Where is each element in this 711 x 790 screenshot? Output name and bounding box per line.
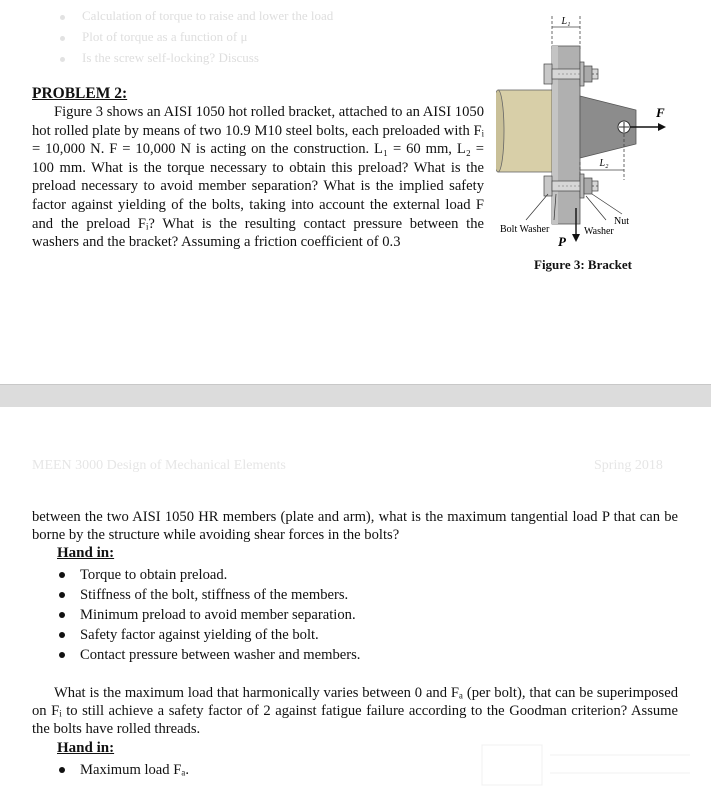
- problem-text: Figure 3 shows an AISI 1050 hot rolled bracket, attached to an AISI 1050 hot rolled plate by means of two 10.9 M10 steel bolts, each preloaded with Fᵢ = 10,000 N. F = 10,000 N is acting on the construction. L₁ = 60 mm, L₂ = 100 mm. What is the torque necessary to obtain this preload? What is the preload necessary to avoid member separation? What is the implied safety factor against yielding of the bolts, taking into account the external load F and the preload Fᵢ? What is the resulting contact pressure between the washers and the bracket? Assuming a friction coefficient of 0.3: [32, 104, 484, 251]
- list-item: [58, 625, 360, 645]
- faded-scribble: [480, 735, 700, 790]
- hand-in-list: [58, 760, 189, 780]
- bullet-icon: [59, 632, 65, 638]
- leader-line: [526, 194, 548, 220]
- list-item: [58, 565, 360, 585]
- hand-in-heading: Hand in:: [57, 740, 115, 756]
- bracket-figure: [496, 10, 696, 260]
- p-label: P: [558, 234, 566, 249]
- question-paragraph: What is the maximum load that harmonically varies between 0 and Fₐ (per bolt), that can be superimposed on Fᵢ to still achieve a safety factor of 2 against fatigue failure according to the Goodman criterion? Assume the bolts have rolled threads.: [32, 685, 678, 737]
- washer-label: Washer: [584, 226, 614, 237]
- faded-bullet-text: Calculation of torque to raise and lower the load: [82, 8, 334, 23]
- list-item: [58, 760, 189, 780]
- problem-title: PROBLEM 2:: [32, 85, 128, 102]
- page-header-right: Spring 2018: [594, 458, 663, 473]
- tangential-load-arrowhead: [572, 234, 580, 242]
- list-item: [58, 605, 360, 625]
- hand-in-heading: Hand in:: [57, 545, 115, 561]
- nut-label: Nut: [614, 216, 629, 227]
- list-item-text: Safety factor against yielding of the bolt.: [80, 627, 319, 643]
- faded-bullet: [60, 36, 65, 41]
- bolt-washer-label: Bolt Washer: [500, 224, 550, 235]
- faded-bullet-text: Is the screw self-locking? Discuss: [82, 50, 259, 65]
- f-label: F: [656, 105, 665, 120]
- list-item-text: Stiffness of the bolt, stiffness of the members.: [80, 587, 349, 603]
- page-top: [0, 0, 711, 384]
- hand-in-list: [58, 565, 360, 665]
- bullet-icon: [59, 572, 65, 578]
- bracket-block: [498, 90, 558, 172]
- leader-line: [586, 196, 606, 220]
- bullet-icon: [59, 652, 65, 658]
- continuation-paragraph: between the two AISI 1050 HR members (plate and arm), what is the maximum tangential load P that can be borne by the structure while avoiding shear forces in the bolts?: [32, 509, 678, 543]
- l1-label: L₁: [561, 16, 571, 27]
- faded-bullet-text: Plot of torque as a function of μ: [82, 29, 248, 44]
- bullet-icon: [59, 592, 65, 598]
- leader-line: [592, 194, 622, 214]
- list-item-text: Minimum preload to avoid member separation.: [80, 607, 356, 623]
- list-item: [58, 645, 360, 665]
- page-separator: [0, 384, 711, 408]
- bullet-icon: [59, 767, 65, 773]
- page-header-left: MEEN 3000 Design of Mechanical Elements: [32, 458, 286, 473]
- figure-caption: Figure 3: Bracket: [534, 257, 632, 272]
- faded-bullet: [60, 15, 65, 20]
- list-item-text: Maximum load Fₐ.: [80, 762, 189, 778]
- bullet-icon: [59, 612, 65, 618]
- faded-bullet: [60, 57, 65, 62]
- force-arrowhead: [658, 123, 666, 131]
- list-item-text: Contact pressure between washer and members.: [80, 647, 361, 663]
- list-item: [58, 585, 360, 605]
- l2-label: L₂: [599, 158, 609, 169]
- list-item-text: Torque to obtain preload.: [80, 567, 228, 583]
